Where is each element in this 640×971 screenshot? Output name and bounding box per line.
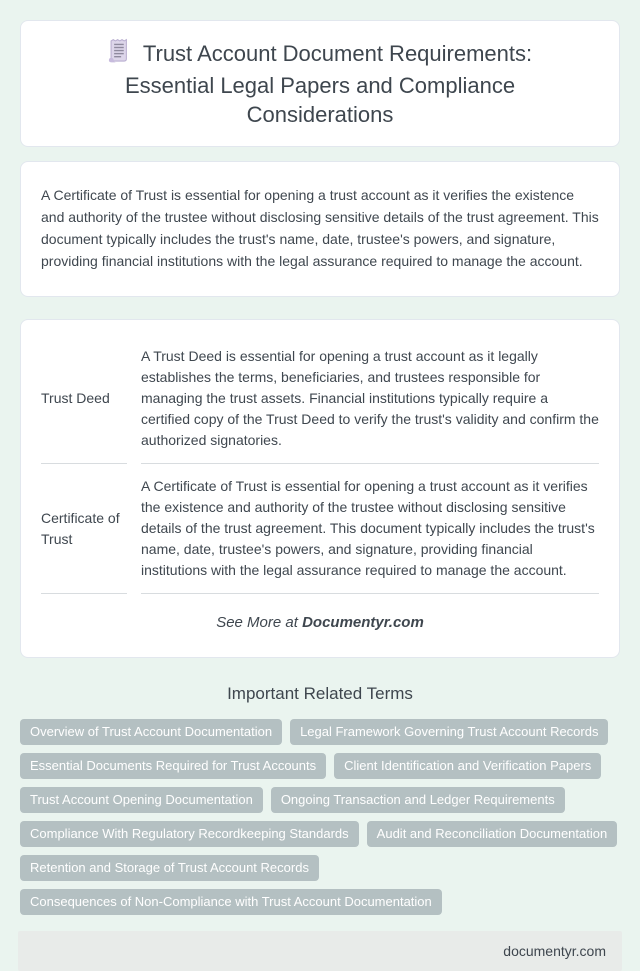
title-card <box>20 20 620 147</box>
table-row-trust-deed <box>41 334 599 464</box>
related-terms-heading: Important Related Terms <box>227 684 413 703</box>
related-term-tag[interactable]: Consequences of Non-Compliance with Trust Account Documentation <box>20 889 442 915</box>
related-term-tag[interactable]: Client Identification and Verification Papers <box>334 753 601 779</box>
summary-paragraph: A Certificate of Trust is essential for opening a trust account as it verifies the existence and authority of the trustee without disclosing sensitive details of the trust agreement. This document typically includes the trust's name, date, trustee's powers, and signature, providing financial institutions with the legal assurance required to manage the account. <box>41 187 599 269</box>
page-title <box>77 38 563 129</box>
related-term-tag[interactable]: Trust Account Opening Documentation <box>20 787 263 813</box>
table-row-certificate-of-trust <box>41 464 599 594</box>
related-term-tag[interactable]: Compliance With Regulatory Recordkeeping Standards <box>20 821 359 847</box>
document-term: Trust Deed <box>41 334 127 464</box>
document-description: A Certificate of Trust is essential for opening a trust account as it verifies the existence and authority of the trustee without disclosing sensitive details of the trust agreement. This document typically includes the trust's name, date, trustee's powers, and signature, providing financial institutions with the legal assurance required to manage the account. <box>141 464 599 594</box>
see-more-brand: Documentyr.com <box>302 614 424 631</box>
see-more-text: See More at <box>216 614 303 631</box>
documents-table <box>27 334 613 594</box>
related-term-tag[interactable]: Audit and Reconciliation Documentation <box>367 821 618 847</box>
related-terms-list <box>20 719 620 915</box>
summary-card <box>20 161 620 297</box>
related-term-tag[interactable]: Ongoing Transaction and Ledger Requirements <box>271 787 565 813</box>
related-term-tag[interactable]: Essential Documents Required for Trust Accounts <box>20 753 326 779</box>
page-title-text: Trust Account Document Requirements: Essential Legal Papers and Compliance Considerations <box>124 41 533 127</box>
see-more-line <box>41 614 599 631</box>
document-term: Certificate of Trust <box>41 464 127 594</box>
document-description: A Trust Deed is essential for opening a trust account as it legally establishes the terms, beneficiaries, and trustees responsible for managing the trust assets. Financial institutions typically require a certified copy of the Trust Deed to verify the trust's validity and confirm the authorized signatories. <box>141 334 599 464</box>
footer-site-label: documentyr.com <box>503 943 606 959</box>
related-term-tag[interactable]: Legal Framework Governing Trust Account Records <box>290 719 608 745</box>
receipt-icon <box>108 38 129 71</box>
documents-table-card <box>20 319 620 658</box>
related-term-tag[interactable]: Retention and Storage of Trust Account Records <box>20 855 319 881</box>
footer-bar <box>18 931 622 971</box>
related-term-tag[interactable]: Overview of Trust Account Documentation <box>20 719 282 745</box>
